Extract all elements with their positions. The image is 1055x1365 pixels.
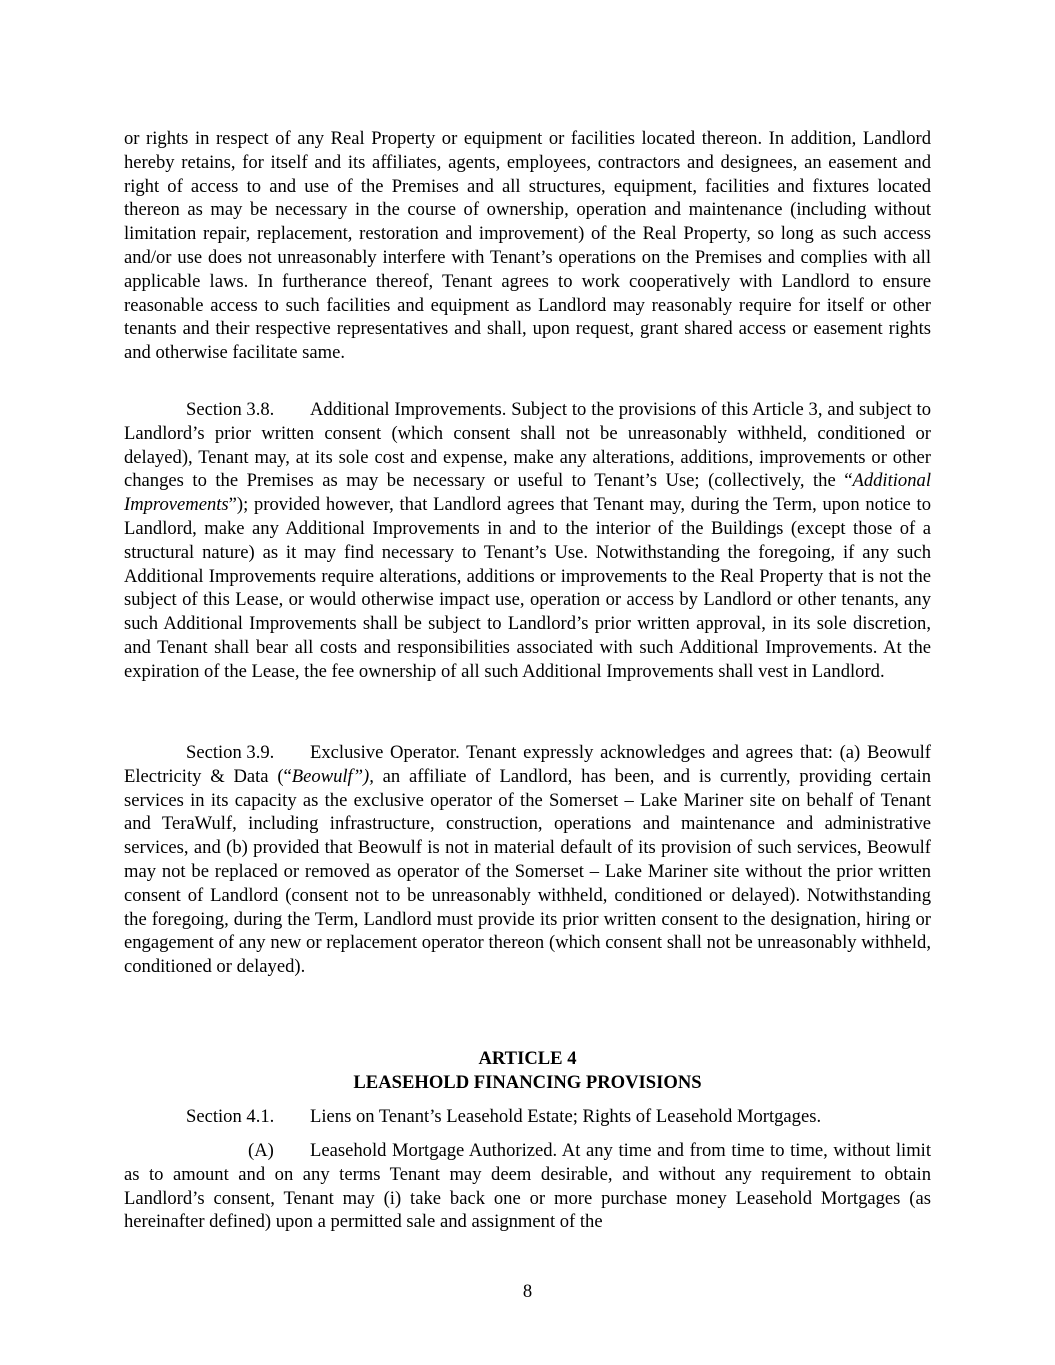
subsection-text: Leasehold Mortgage Authorized. At any time and from time to time, without limit as to amount and on any terms Tenant may deem desirable, and without any requirement to obtain Landlord’s consent, Tenant may (i) take back one or more purchase money Leasehold Mortgages (as hereinafter defined) upon a permitted sale and assignment of the xyxy=(124,1140,931,1233)
section-text: Exclusive Operator. Tenant expressly acknowledges and agrees that: (a) Beowulf Electricity & Data (“ xyxy=(124,742,931,787)
page-number: 8 xyxy=(522,1281,533,1302)
section-text: Additional Improvements. Subject to the provisions of this Article 3, and subject to Landlord’s prior written consent (which consent shall not be unreasonably withheld, conditioned or delayed), Tenant may, at its sole cost and expense, make any alterations, additions, improvements or other changes to the Premises as may be necessary or useful to Tenant’s Use; (collectively, the “ xyxy=(124,399,931,492)
section-text: Liens on Tenant’s Leasehold Estate; Rights of Leasehold Mortgages. xyxy=(310,1106,822,1127)
section-text-cont: ”); provided however, that Landlord agrees that Tenant may, during the Term, upon notice to Landlord, make any Additional Improvements in and to the interior of the Buildings (except those of a structural nature) as it may find necessary to Tenant’s Use. Notwithstanding the foregoing, if any such Additional Improvements require alterations, additions or improvements to the Real Property that is not the subject of this Lease, or would otherwise impact use, operation or access by Landlord or other tenants, any such Additional Improvements shall be subject to Landlord’s prior written approval, in its sole discretion, and Tenant shall bear all costs and responsibilities associated with such Additional Improvements. At the expiration of the Lease, the fee ownership of all such Additional Improvements shall vest in Landlord. xyxy=(124,494,931,682)
paragraph-easement: or rights in respect of any Real Property or equipment or facilities located thereon. In addition, Landlord hereby retains, for itself and its affiliates, agents, employees, contractors and designees, an easement and right of access to and use of the Premises and all structures, equipment, facilities and fixtures located thereon as may be necessary in the course of ownership, operation and maintenance (including without limitation repair, replacement, restoration and improvement) of the Real Property, so long as such access and/or use does not unreasonably interfere with Tenant’s operations on the Premises and complies with all applicable laws. In furtherance thereof, Tenant agrees to work cooperatively with Landlord to ensure reasonable access to such facilities and equipment as Landlord may reasonably require for itself or other tenants and their respective representatives and shall, upon request, grant shared access or easement rights and otherwise facilitate same. xyxy=(124,128,931,364)
defined-term: Additional Improvements xyxy=(124,470,931,516)
section-4-1 xyxy=(124,1105,931,1129)
article-title: LEASEHOLD FINANCING PROVISIONS xyxy=(353,1072,702,1093)
section-3-8 xyxy=(124,398,931,684)
section-label: Section 4.1. xyxy=(186,1106,275,1127)
subsection-label: (A) xyxy=(248,1140,274,1161)
article-number: ARTICLE 4 xyxy=(478,1048,577,1069)
defined-term: Beowulf”), xyxy=(291,765,374,787)
section-label: Section 3.8. xyxy=(186,399,275,420)
section-label: Section 3.9. xyxy=(186,742,275,763)
section-text-cont: an affiliate of Landlord, has been, and is currently, providing certain services in its capacity as the exclusive operator of the Somerset – Lake Mariner site on behalf of Tenant and TeraWulf, including infrastructure, construction, operations and maintenance and administrative services, and (b) provided that Beowulf is not in material default of its provision of such services, Beowulf may not be replaced or removed as operator of the Somerset – Lake Mariner site without the prior written consent of Landlord (consent not to be unreasonably withheld, conditioned or delayed). Notwithstanding the foregoing, during the Term, Landlord must provide its prior written consent to the designation, hiring or engagement of any new or replacement operator thereon (which consent shall not be unreasonably withheld, conditioned or delayed). xyxy=(124,765,931,978)
subsection-a xyxy=(124,1139,931,1234)
section-3-9 xyxy=(124,741,931,979)
